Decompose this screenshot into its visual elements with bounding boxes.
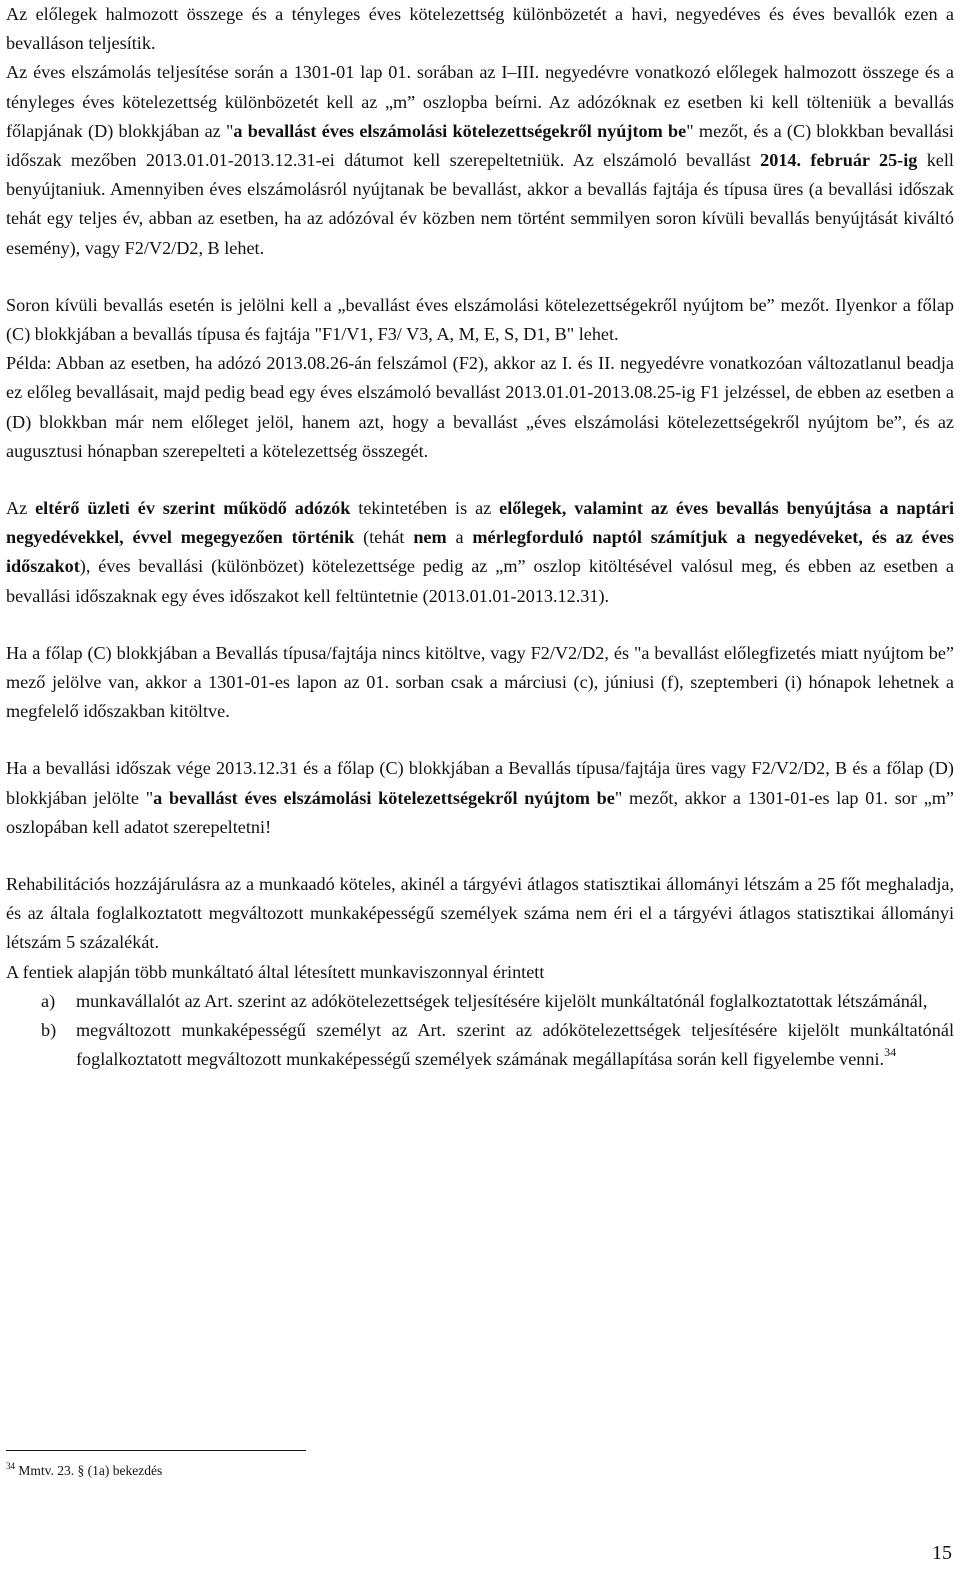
list-marker: a) xyxy=(41,990,56,1011)
footnote xyxy=(6,1462,162,1480)
footnote-separator xyxy=(6,1450,306,1451)
text-run: " mezőt, és a (C) blokkban bevallási időszak mezőben 2013.01.01-2013.12.31-ei dátumot kell szerepeltetniük. Az elszámoló bevallást xyxy=(6,120,954,171)
bold-text: nem xyxy=(413,527,447,548)
list-marker: b) xyxy=(41,1020,57,1041)
paragraph-8: A fentiek alapján több munkáltató által létesített munkaviszonnyal érintett xyxy=(6,961,545,982)
footnote-number: 34 xyxy=(6,1460,15,1471)
text-run: " mezőt, akkor a 1301-01-es lap 01. sor „m” oszlopában kell adatot szerepeltetni! xyxy=(6,787,954,837)
text-run: Ha a bevallási időszak vége 2013.12.31 és a főlap (C) blokkjában a Bevallás típusa/fajtája üres vagy F2/V2/D2, B és a főlap (D) blokkjában jelölte " xyxy=(6,758,954,808)
bold-text: 2014. február 25-ig xyxy=(760,150,918,171)
paragraph-example: Példa: Abban az esetben, ha adózó 2013.08.26-án felszámol (F2), akkor az I. és II. negyedévre vonatkozóan változatlanul beadja ez előleg bevallásait, majd pedig bead egy éves elszámoló bevallást 2013.01.01-2013.08.25-ig F1 jelzéssel, de ebben az esetben a (D) blokkban már nem előleget jelöl, hanem azt, hogy a bevallást „éves elszámolási kötelezettségekről nyújtom be”, és az augusztusi hónapban szerepelteti a kötelezettség összegét. xyxy=(6,353,954,461)
paragraph-1 xyxy=(6,0,954,263)
list-item xyxy=(6,987,954,1016)
text-run: tekintetében is az xyxy=(350,498,500,519)
text-run: Az xyxy=(6,498,36,519)
bold-text: eltérő üzleti év szerint működő adózók xyxy=(35,498,351,519)
bold-text: előlegek, valamint az éves bevallás benyújtása a naptári negyedévekkel, évvel megegyezően történik xyxy=(6,498,954,548)
text-run: Az éves elszámolás teljesítése során a 1301-01 lap 01. sorában az I–III. negyedévre vonatkozó előlegek halmozott összege és a tényleges éves kötelezettség különbözetét kell az „m” oszlopba beírni. Az adózóknak ez esetben ki kell tölteniük a bevallás főlapjának (D) blokkjában az " xyxy=(6,62,954,141)
text-run: kell benyújtaniuk. Amennyiben éves elszámolásról nyújtanak be bevallást, akkor a bevallás fajtája és típusa üres (a bevallási időszak tehát egy teljes év, abban az esetben, ha az adózóval év közben nem történt semmilyen soron kívüli bevallás benyújtását kiváltó esemény), vagy F2/V2/D2, B lehet. xyxy=(6,150,954,258)
bold-text: a bevallást éves elszámolási kötelezettségekről nyújtom be xyxy=(153,787,615,808)
list-item xyxy=(6,1016,954,1074)
paragraph-4 xyxy=(6,494,954,611)
text-run: ), éves bevallási (különbözet) kötelezettsége pedig az „m” oszlop kitöltésével valósul meg, és ebben az esetben a bevallási időszaknak egy éves időszakot kell feltüntetnie (2013.01.01-2013.12.31). xyxy=(6,556,954,606)
footnote-text: Mmtv. 23. § (1a) bekezdés xyxy=(15,1463,163,1478)
paragraph-6 xyxy=(6,754,954,842)
criteria-list xyxy=(6,987,954,1075)
paragraph-7: Rehabilitációs hozzájárulásra az a munkaadó köteles, akinél a tárgyévi átlagos statisztikai állományi létszám a 25 főt meghaladja, és az általa foglalkoztatott megváltozott munkaképességű személyek száma nem éri el a tárgyévi átlagos statisztikai állományi létszám 5 százalékát. xyxy=(6,874,954,953)
paragraph-5: Ha a főlap (C) blokkjában a Bevallás típusa/fajtája nincs kitöltve, vagy F2/V2/D2, és "a bevallást előlegfizetés miatt nyújtom be” mező jelölve van, akkor a 1301-01-es lapon az 01. sorban csak a márciusi (c), júniusi (f), szeptemberi (i) hónapok lehetnek a megfelelő időszakban kitöltve. xyxy=(6,642,954,722)
bold-text: a bevallást éves elszámolási kötelezettségekről nyújtom be xyxy=(233,120,687,141)
bold-text: mérlegforduló naptól számítjuk a negyedéveket, és az éves időszakot xyxy=(6,527,954,577)
paragraph-2: Soron kívüli bevallás esetén is jelölni kell a „bevallást éves elszámolási kötelezettségekről nyújtom be” mezőt. Ilyenkor a főlap (C) blokkjában a bevallás típusa és fajtája "F1/V1, F3/ V3, A, M, E, S, D1, B" lehet. xyxy=(6,294,954,345)
text-run: a xyxy=(446,527,473,548)
list-item-text: munkavállalót az Art. szerint az adókötelezettségek teljesítésére kijelölt munkáltatónál foglalkoztatottak létszámánál, xyxy=(76,990,928,1011)
list-item-text: megváltozott munkaképességű személyt az Art. szerint az adókötelezettségek teljesítésére kijelölt munkáltatónál foglalkoztatott megváltozott munkaképességű személyek számának megállapítása során kell figyelembe venni. xyxy=(76,1020,954,1070)
document-body xyxy=(6,0,954,1075)
page-number: 15 xyxy=(932,1542,952,1564)
text-run: Az előlegek halmozott összege és a tényleges éves kötelezettség különbözetét a havi, negyedéves és éves bevallók ezen a bevalláson teljesítik. xyxy=(6,4,954,54)
text-run: (tehát xyxy=(354,527,414,548)
footnote-reference: 34 xyxy=(884,1045,897,1060)
